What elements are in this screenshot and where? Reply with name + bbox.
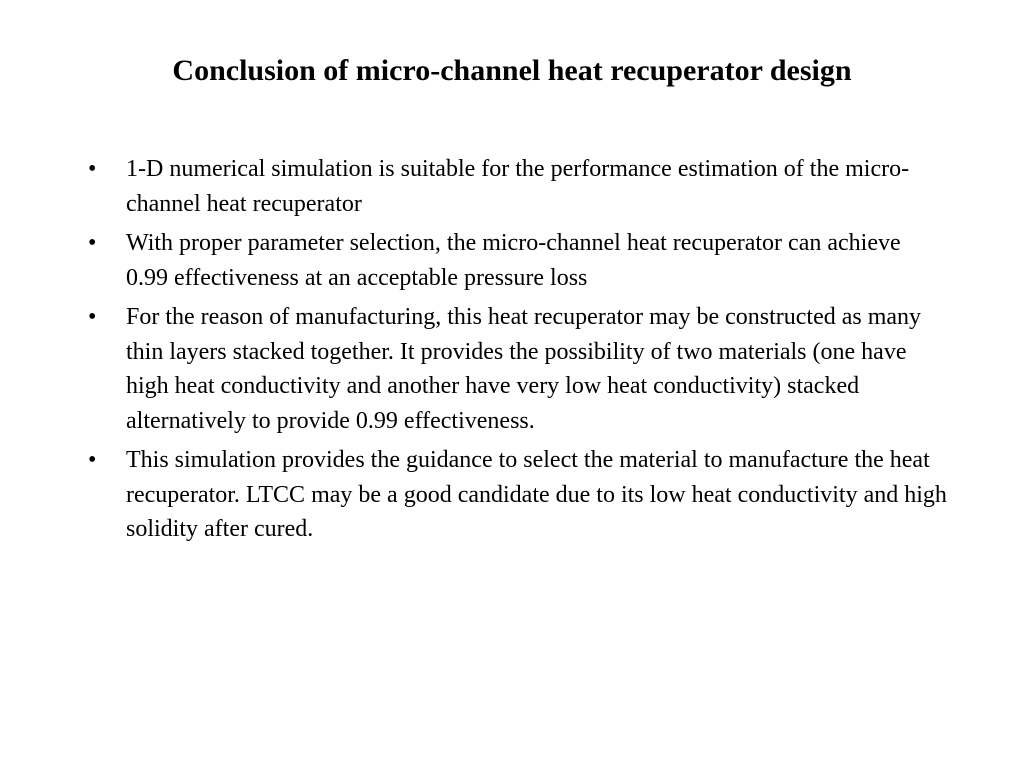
bullet-text: With proper parameter selection, the micro-channel heat recuperator can achieve 0.99 effectiveness at an acceptable pressure loss — [126, 230, 901, 291]
bullet-text: For the reason of manufacturing, this heat recuperator may be constructed as many thin layers stacked together. It provides the possibility of two materials (one have high heat conductivity and another have very low heat conductivity) stacked alternatively to provide 0.99 effectiveness. — [126, 304, 922, 434]
bullet-dot-icon: • — [88, 447, 97, 473]
bullet-dot-icon: • — [88, 230, 97, 256]
bullet-item — [88, 300, 948, 438]
bullet-dot-icon: • — [88, 156, 97, 182]
bullet-text: This simulation provides the guidance to select the material to manufacture the heat recuperator. LTCC may be a good candidate due to its low heat conductivity and high solidity after cured. — [126, 447, 947, 542]
slide-title: Conclusion of micro-channel heat recuperator design — [172, 54, 852, 87]
bullet-text: 1-D numerical simulation is suitable for the performance estimation of the micro-channel heat recuperator — [126, 156, 910, 217]
bullet-dot-icon: • — [88, 304, 97, 330]
bullet-list — [88, 152, 948, 552]
bullet-item — [88, 443, 948, 547]
bullet-item — [88, 226, 948, 295]
bullet-item — [88, 152, 948, 221]
